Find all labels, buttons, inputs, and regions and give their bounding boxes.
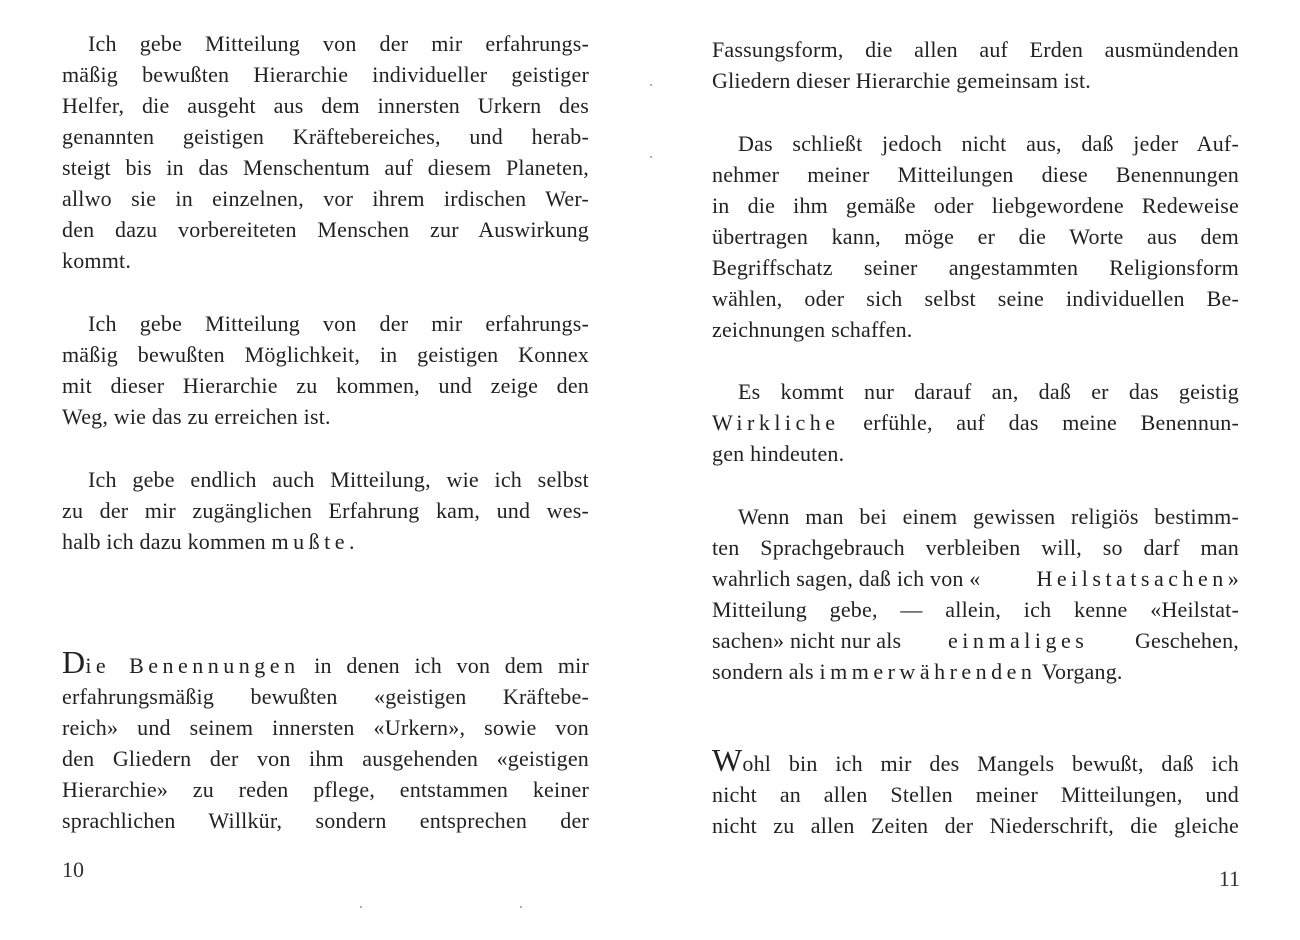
text-line: Ich gebe Mitteilung von der mir erfahrungs- xyxy=(88,31,589,56)
text-line: sprachlichen Willkür, sondern entsprechen der xyxy=(62,808,589,833)
paper-speck xyxy=(520,906,522,908)
text-line: Gliedern dieser Hierarchie gemeinsam ist. xyxy=(712,68,1091,93)
page-number: 11 xyxy=(1218,866,1240,891)
text-line xyxy=(712,742,1239,779)
text-line: übertragen kann, möge er die Worte aus dem xyxy=(712,224,1239,249)
text-line: Ich gebe endlich auch Mitteilung, wie ich selbst xyxy=(88,467,589,492)
emphasized-word: Wirkliche xyxy=(712,410,840,435)
initial-letter: D xyxy=(62,644,86,680)
text-line: Hierarchie» zu reden pflege, entstammen keiner xyxy=(62,777,589,802)
text-line xyxy=(62,526,589,557)
text-line xyxy=(712,656,1239,687)
text-span: in denen ich von dem mir xyxy=(314,653,590,678)
text-span: sondern als xyxy=(712,659,814,684)
text-line: zeichnungen schaffen. xyxy=(712,317,913,342)
text-line: mit dieser Hierarchie zu kommen, und zeige den xyxy=(62,373,589,398)
text-line: wählen, oder sich selbst seine individuellen Be- xyxy=(712,286,1239,311)
text-line: in die ihm gemäße oder liebgewordene Redeweise xyxy=(712,193,1239,218)
text-line: Das schließt jedoch nicht aus, daß jeder Auf- xyxy=(738,131,1239,156)
text-line: genannten geistigen Kräftebereiches, und herab- xyxy=(62,124,589,149)
text-line: Begriffschatz seiner angestammten Religionsform xyxy=(712,255,1239,280)
text-line: Wenn man bei einem gewissen religiös bestimm- xyxy=(738,504,1239,529)
paper-speck xyxy=(650,84,652,86)
text-line: erfahrungsmäßig bewußten «geistigen Kräftebe- xyxy=(62,684,589,709)
text-line: steigt bis in das Menschentum auf diesem Planeten, xyxy=(62,155,589,180)
paper-speck xyxy=(360,906,362,908)
text-span: Geschehen, xyxy=(1134,628,1239,653)
text-line: den dazu vorbereiteten Menschen zur Auswirkung xyxy=(62,217,589,242)
right-page xyxy=(650,0,1300,940)
emphasized-word: mußte xyxy=(271,529,349,554)
text-line xyxy=(712,625,1239,656)
emphasized-word: Heilstatsachen xyxy=(1036,566,1228,591)
text-line: Weg, wie das zu erreichen ist. xyxy=(62,404,331,429)
text-span: wahrlich sagen, daß ich von « xyxy=(712,566,981,591)
text-span: sachen» nicht nur als xyxy=(712,628,902,653)
text-line: Helfer, die ausgeht aus dem innersten Urkern des xyxy=(62,93,589,118)
text-line: nicht zu allen Zeiten der Niederschrift, die gleiche xyxy=(712,813,1239,838)
text-line: nicht an allen Stellen meiner Mitteilungen, und xyxy=(712,782,1239,807)
text-span: ohl bin ich mir des Mangels bewußt, daß ich xyxy=(742,751,1239,776)
text-line: allwo sie in einzelnen, vor ihrem irdischen Wer- xyxy=(62,186,589,211)
text-line xyxy=(712,407,1239,438)
emphasized-word: immerwährenden xyxy=(819,659,1037,684)
text-line: Ich gebe Mitteilung von der mir erfahrungs- xyxy=(88,311,589,336)
emphasized-word: einmaliges xyxy=(947,628,1089,653)
text-line: mäßig bewußten Möglichkeit, in geistigen Konnex xyxy=(62,342,589,367)
text-span: halb ich dazu kommen xyxy=(62,529,266,554)
text-line: mäßig bewußten Hierarchie individueller geistiger xyxy=(62,62,589,87)
initial-letter: W xyxy=(712,742,743,778)
text-line: zu der mir zugänglichen Erfahrung kam, und wes- xyxy=(62,498,589,523)
text-line: kommt. xyxy=(62,248,132,273)
text-line: nehmer meiner Mitteilungen diese Benennungen xyxy=(712,162,1239,187)
text-span: . xyxy=(348,529,355,554)
text-line: den Gliedern der von ihm ausgehenden «geistigen xyxy=(62,746,589,771)
text-span: » xyxy=(1227,566,1239,591)
text-line: gen hindeuten. xyxy=(712,441,845,466)
text-span: erfühle, auf das meine Benennun- xyxy=(863,410,1239,435)
page-number: 10 xyxy=(62,857,84,882)
text-line xyxy=(62,644,590,681)
text-line: reich» und seinem innersten «Urkern», sowie von xyxy=(62,715,589,740)
text-line: ten Sprachgebrauch verbleiben will, so darf man xyxy=(712,535,1239,560)
text-span: Vorgang. xyxy=(1041,659,1123,684)
text-line: Es kommt nur darauf an, daß er das geistig xyxy=(738,379,1239,404)
text-line: Fassungsform, die allen auf Erden ausmündenden xyxy=(712,37,1239,62)
paper-speck xyxy=(650,156,652,158)
emphasized-word: ie Benennungen xyxy=(85,653,300,678)
text-line: Mitteilung gebe, — allein, ich kenne «Heilstat- xyxy=(712,597,1239,622)
text-line xyxy=(712,563,1239,594)
